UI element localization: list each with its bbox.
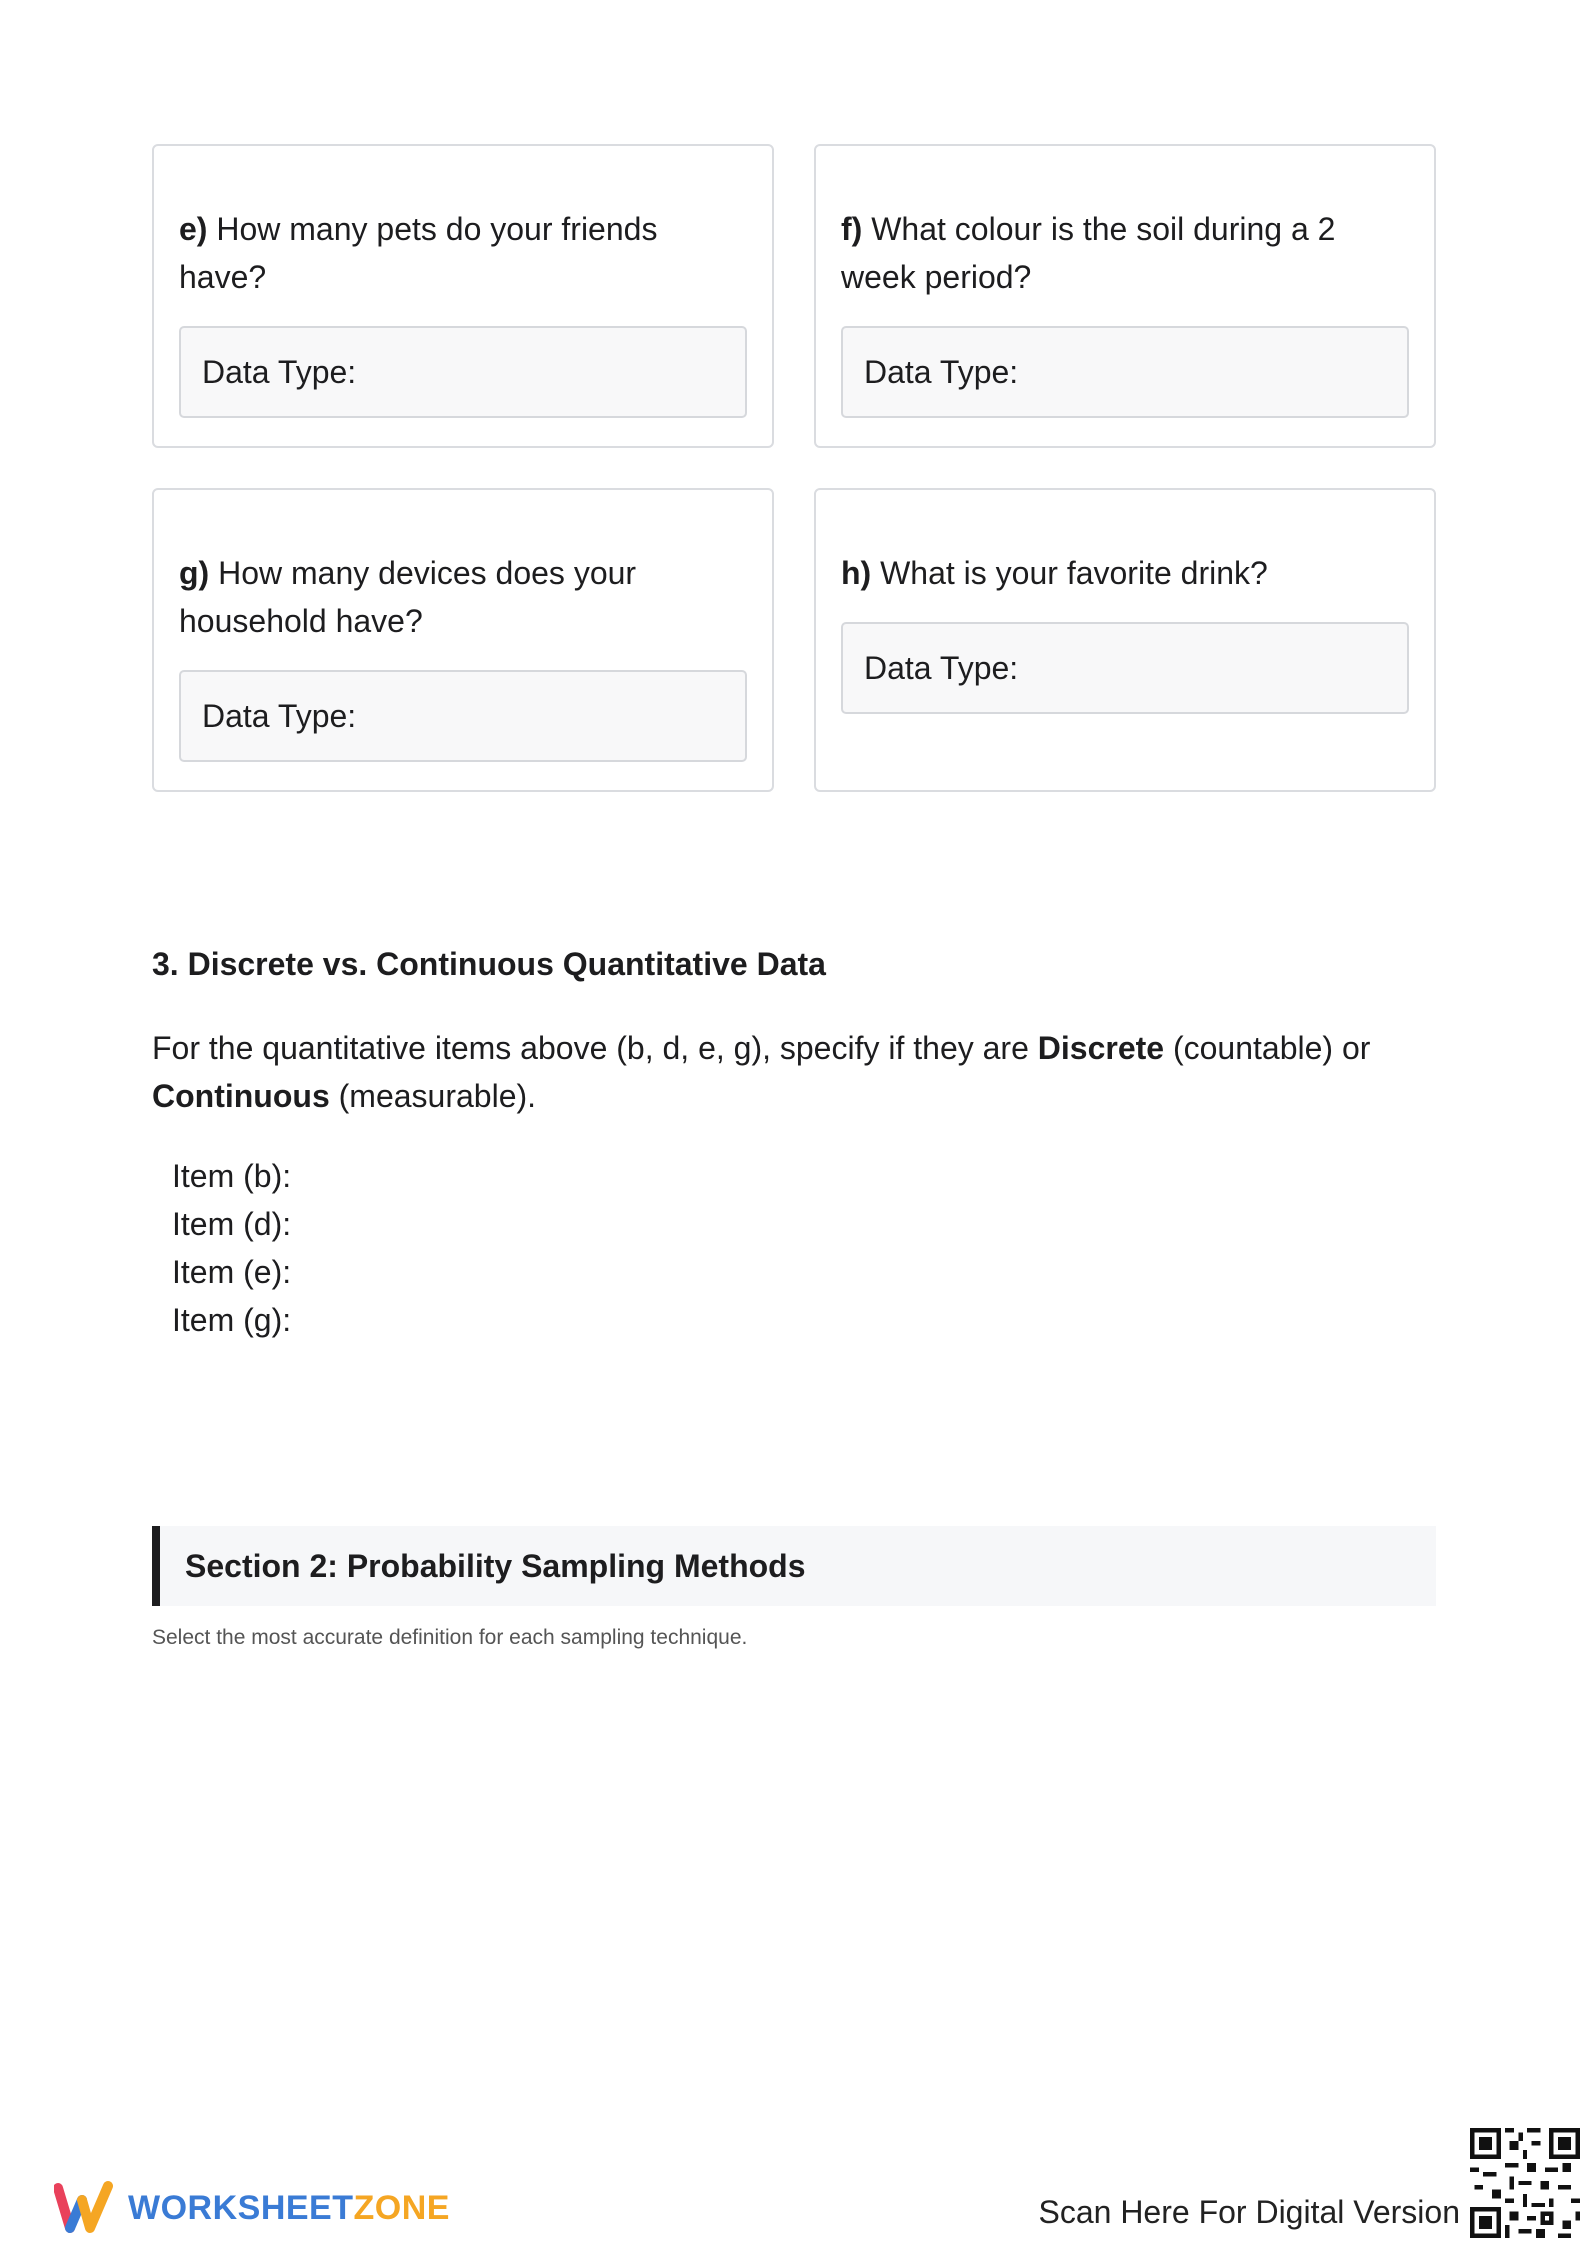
question-card-g — [152, 488, 774, 792]
brand-part-1: WORKSHEET — [128, 2188, 354, 2227]
data-type-field[interactable] — [179, 670, 747, 762]
data-type-label: Data Type: — [202, 697, 357, 734]
item-d: Item (d): — [172, 1206, 292, 1242]
brand-part-2: ZONE — [353, 2188, 450, 2227]
question-label: e) — [179, 211, 208, 247]
continuous-term: Continuous — [152, 1078, 330, 1114]
question-body: What colour is the soil during a 2 week period? — [841, 211, 1336, 295]
section-2-instruction: Select the most accurate definition for each sampling technique. — [152, 1626, 748, 1649]
question-label: h) — [841, 555, 872, 591]
question-text — [841, 549, 1409, 597]
data-type-label: Data Type: — [864, 649, 1019, 686]
worksheetzone-logo — [54, 2180, 450, 2236]
question-body: What is your favorite drink? — [880, 555, 1268, 591]
question-card-f — [814, 144, 1436, 448]
question-text — [841, 205, 1409, 301]
item-g: Item (g): — [172, 1302, 292, 1338]
item-e: Item (e): — [172, 1254, 292, 1290]
section-3-title: 3. Discrete vs. Continuous Quantitative Data — [152, 946, 826, 982]
question-body: How many pets do your friends have? — [179, 211, 658, 295]
qr-code-icon[interactable] — [1470, 2128, 1580, 2238]
discrete-term: Discrete — [1037, 1030, 1165, 1066]
w-logo-icon — [54, 2180, 114, 2236]
question-text — [179, 205, 747, 301]
question-label: f) — [841, 211, 863, 247]
body-text-1: For the quantitative items above (b, d, e, g), specify if they are — [152, 1030, 1038, 1066]
data-type-field[interactable] — [841, 622, 1409, 714]
body-text-2: (countable) or — [1164, 1030, 1371, 1066]
data-type-field[interactable] — [841, 326, 1409, 418]
scan-text: Scan Here For Digital Version — [1038, 2194, 1460, 2230]
item-b: Item (b): — [172, 1158, 292, 1194]
body-text-3: (measurable). — [329, 1078, 537, 1114]
question-card-e — [152, 144, 774, 448]
data-type-label: Data Type: — [202, 353, 357, 390]
question-body: How many devices does your household have? — [179, 555, 637, 639]
question-label: g) — [179, 555, 210, 591]
question-text — [179, 549, 747, 645]
brand-name — [128, 2189, 450, 2228]
question-card-h — [814, 488, 1436, 792]
section-2-banner — [152, 1526, 1436, 1606]
item-list — [172, 1152, 291, 1344]
section-3-instructions — [152, 1024, 1452, 1120]
data-type-field[interactable] — [179, 326, 747, 418]
section-2-title: Section 2: Probability Sampling Methods — [185, 1547, 806, 1584]
data-type-label: Data Type: — [864, 353, 1019, 390]
